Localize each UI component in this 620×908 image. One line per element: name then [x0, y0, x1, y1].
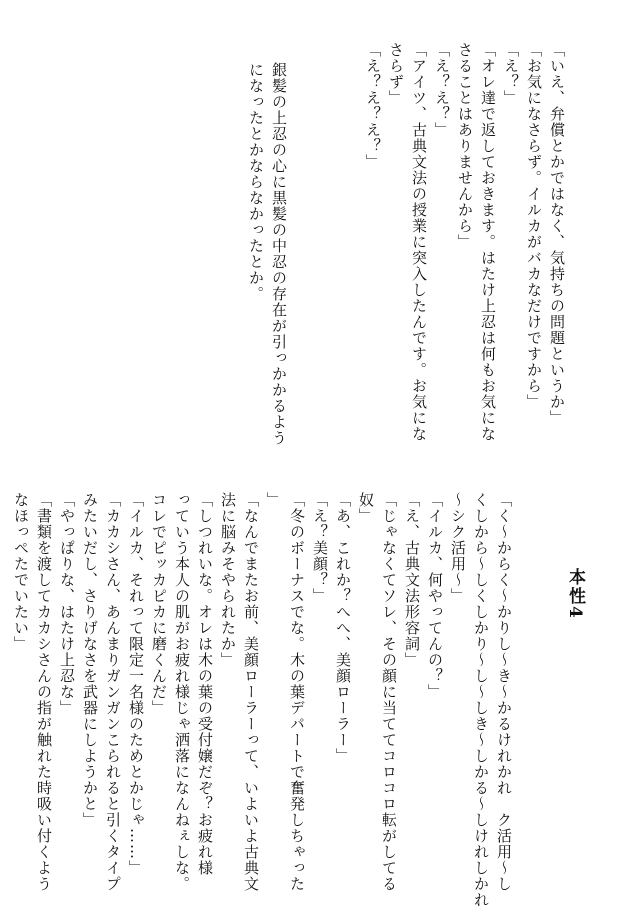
text-line: 「イルカ、それって限定一名様のためとかじゃ……」 — [127, 492, 145, 876]
text-line: 「冬のボーナスでな。木の葉デパートで奮発しちゃった — [288, 492, 306, 892]
text-line: 「なんでまたお前、美顔ローラーって、いよいよ古典文 — [242, 492, 260, 892]
text-line: コレでピッカピカに磨くんだ」 — [150, 492, 168, 716]
text-line: さらず」 — [387, 42, 405, 106]
text-line: 「いえ、弁償とかではなく、気持ちの問題というか」 — [548, 42, 566, 426]
narration-block — [244, 62, 290, 446]
text-line: になったとかならなかったとか。 — [247, 62, 265, 302]
text-line: 「しつれいな。オレは木の葉の受付嬢だぞ？お疲れ様 — [196, 492, 214, 876]
text-line: なほっぺたでいたい」 — [12, 492, 30, 652]
text-line: 「え？」 — [502, 42, 520, 106]
text-line: 「お気になさらず。イルカがバカなだけですから」 — [525, 42, 543, 410]
text-line: 「やっぱりな、はたけ上忍な」 — [58, 492, 76, 716]
text-line: 銀髪の上忍の心に黒髪の中忍の存在が引っかかるよう — [270, 62, 288, 446]
text-line: 「く～からく～かりし～き～かるけれかれ ク活用～し — [495, 492, 513, 892]
text-line: さることはありませんから」 — [456, 42, 474, 250]
text-line: 奴」 — [357, 492, 375, 524]
text-line: 「イルカ、何やってんの？」 — [426, 492, 444, 700]
chapter-title: 本性4 — [565, 568, 585, 620]
text-line: っていう本人の肌がお疲れ様じゃ洒落になんねぇしな。 — [173, 492, 191, 892]
text-line: 「え？え？」 — [433, 42, 451, 138]
text-line: 「え？美顔？」 — [311, 492, 329, 604]
text-line: ～シク活用～」 — [449, 492, 467, 604]
text-line: 「オレ達で返しておきます。はたけ上忍は何もお気にな — [479, 42, 497, 442]
text-line: 「あ、これか？へへ、美顔ローラー」 — [334, 492, 352, 764]
text-line: 「アイツ、古典文法の授業に突入したんです。お気にな — [410, 42, 428, 442]
text-line: 「え？え？え？」 — [364, 42, 382, 170]
text-line: 「え、古典文法形容詞」 — [403, 492, 421, 668]
text-line: みたいだし、さりげなさを武器にしようかと」 — [81, 492, 99, 828]
lower-dialogue-block — [9, 492, 515, 908]
text-line: 法に脳みそやられたか」 — [219, 492, 237, 668]
text-line: 」 — [265, 492, 283, 508]
text-line: 「カカシさん、あんまりガンガンこられると引くタイプ — [104, 492, 122, 892]
text-line: 「書類を渡してカカシさんの指が触れた時吸い付くよう — [35, 492, 53, 892]
upper-dialogue-block — [361, 42, 568, 442]
text-line: 「じゃなくてソレ、その顔に当ててコロコロ転がしてる — [380, 492, 398, 892]
text-line: くしから～しくしかり～し～しき～しかる～しけれしかれ — [472, 492, 490, 908]
